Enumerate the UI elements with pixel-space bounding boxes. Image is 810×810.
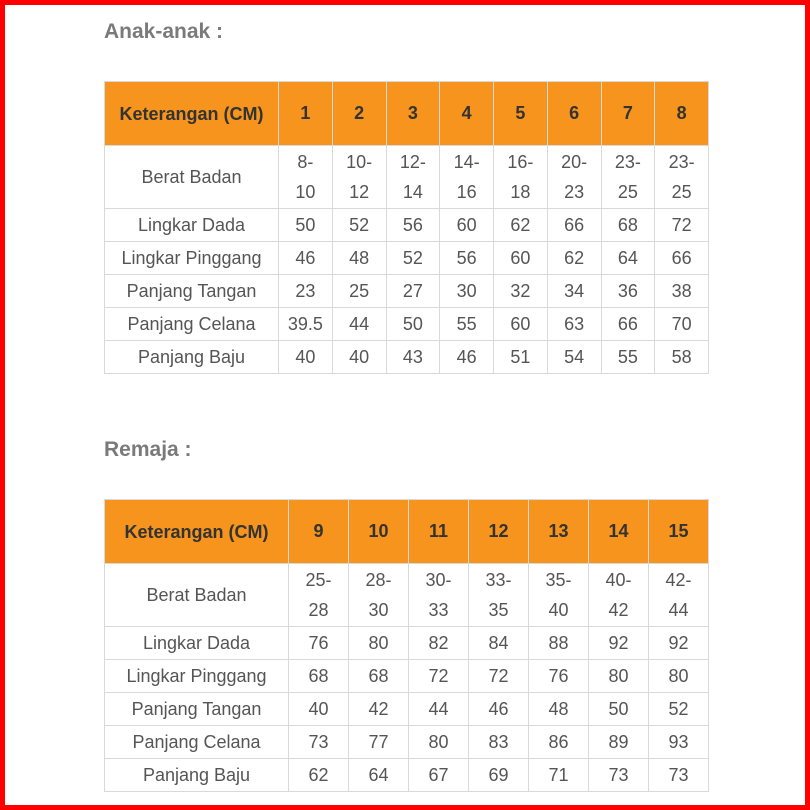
table-row xyxy=(105,275,709,308)
range-part: 33 xyxy=(428,600,449,620)
table-cell: 66 xyxy=(547,209,601,242)
range-part: 25- xyxy=(305,570,332,590)
table-cell: 68 xyxy=(349,660,409,693)
header-size: 4 xyxy=(440,82,494,146)
table-cell: 67 xyxy=(409,759,469,792)
range-part: 16- xyxy=(507,152,534,172)
table-cell: 46 xyxy=(469,693,529,726)
table-cell: 76 xyxy=(289,627,349,660)
table-cell xyxy=(601,146,655,209)
table-cell: 60 xyxy=(494,308,548,341)
range-part: 14 xyxy=(402,182,423,202)
range-part: 44 xyxy=(668,600,689,620)
row-label: Panjang Baju xyxy=(105,759,289,792)
table-cell: 73 xyxy=(589,759,649,792)
table-cell: 62 xyxy=(547,242,601,275)
header-keterangan: Keterangan (CM) xyxy=(105,500,289,564)
table-row xyxy=(105,242,709,275)
table-cell: 80 xyxy=(349,627,409,660)
table-cell: 30 xyxy=(440,275,494,308)
table-row xyxy=(105,308,709,341)
table-row xyxy=(105,564,709,627)
table-cell: 55 xyxy=(601,341,655,374)
row-label: Panjang Baju xyxy=(105,341,279,374)
header-size: 6 xyxy=(547,82,601,146)
header-size: 2 xyxy=(332,82,386,146)
header-size: 3 xyxy=(386,82,440,146)
table-cell: 68 xyxy=(289,660,349,693)
table-cell: 34 xyxy=(547,275,601,308)
table-cell: 56 xyxy=(440,242,494,275)
table-cell: 72 xyxy=(469,660,529,693)
range-part: 10 xyxy=(295,182,316,202)
range-part: 18 xyxy=(510,182,531,202)
row-label: Berat Badan xyxy=(105,564,289,627)
header-size: 12 xyxy=(469,500,529,564)
table-cell: 56 xyxy=(386,209,440,242)
table-cell: 80 xyxy=(409,726,469,759)
row-label: Lingkar Dada xyxy=(105,209,279,242)
table-cell: 92 xyxy=(649,627,709,660)
range-part: 40 xyxy=(548,600,569,620)
table-row xyxy=(105,341,709,374)
table-cell: 44 xyxy=(332,308,386,341)
table-cell: 64 xyxy=(349,759,409,792)
table-cell: 52 xyxy=(649,693,709,726)
table-cell xyxy=(649,564,709,627)
table-row xyxy=(105,660,709,693)
table-cell: 40 xyxy=(289,693,349,726)
table-cell: 82 xyxy=(409,627,469,660)
range-part: 8- xyxy=(297,152,314,172)
header-size: 11 xyxy=(409,500,469,564)
table-cell xyxy=(547,146,601,209)
range-part: 28- xyxy=(365,570,392,590)
table-cell: 38 xyxy=(655,275,709,308)
teens-size-table xyxy=(104,499,709,792)
header-size: 7 xyxy=(601,82,655,146)
range-part: 14- xyxy=(453,152,480,172)
header-size: 13 xyxy=(529,500,589,564)
table-cell: 60 xyxy=(440,209,494,242)
header-size: 14 xyxy=(589,500,649,564)
range-part: 25 xyxy=(617,182,638,202)
table-cell: 54 xyxy=(547,341,601,374)
table-cell: 84 xyxy=(469,627,529,660)
table-cell: 62 xyxy=(289,759,349,792)
header-size: 10 xyxy=(349,500,409,564)
table-cell: 73 xyxy=(289,726,349,759)
children-section-title: Anak-anak : xyxy=(104,20,224,43)
table-row xyxy=(105,146,709,209)
table-cell: 86 xyxy=(529,726,589,759)
table-cell: 40 xyxy=(332,341,386,374)
table-cell: 44 xyxy=(409,693,469,726)
range-part: 12- xyxy=(399,152,426,172)
row-label: Berat Badan xyxy=(105,146,279,209)
table-cell xyxy=(494,146,548,209)
table-cell: 23 xyxy=(279,275,333,308)
table-cell: 64 xyxy=(601,242,655,275)
table-cell xyxy=(440,146,494,209)
table-row xyxy=(105,693,709,726)
table-row xyxy=(105,759,709,792)
range-part: 33- xyxy=(485,570,512,590)
table-cell: 52 xyxy=(386,242,440,275)
table-cell: 76 xyxy=(529,660,589,693)
table-cell: 77 xyxy=(349,726,409,759)
range-part: 23 xyxy=(564,182,585,202)
table-cell: 70 xyxy=(655,308,709,341)
table-cell xyxy=(386,146,440,209)
range-part: 25 xyxy=(671,182,692,202)
table-cell: 89 xyxy=(589,726,649,759)
table-cell: 80 xyxy=(589,660,649,693)
teens-section-title: Remaja : xyxy=(104,438,192,461)
table-cell: 43 xyxy=(386,341,440,374)
table-cell xyxy=(349,564,409,627)
table-cell: 69 xyxy=(469,759,529,792)
range-part: 35- xyxy=(545,570,572,590)
table-cell: 46 xyxy=(440,341,494,374)
table-cell: 68 xyxy=(601,209,655,242)
range-part: 28 xyxy=(308,600,329,620)
range-part: 35 xyxy=(488,600,509,620)
table-cell: 50 xyxy=(589,693,649,726)
row-label: Lingkar Dada xyxy=(105,627,289,660)
table-cell: 32 xyxy=(494,275,548,308)
table-cell: 72 xyxy=(409,660,469,693)
table-cell: 72 xyxy=(655,209,709,242)
table-cell: 73 xyxy=(649,759,709,792)
header-size: 15 xyxy=(649,500,709,564)
header-size: 5 xyxy=(494,82,548,146)
table-cell: 93 xyxy=(649,726,709,759)
range-part: 30 xyxy=(368,600,389,620)
table-cell: 48 xyxy=(332,242,386,275)
children-size-table xyxy=(104,81,709,374)
table-cell xyxy=(279,146,333,209)
range-part: 10- xyxy=(346,152,373,172)
table-cell xyxy=(529,564,589,627)
table-cell: 50 xyxy=(279,209,333,242)
range-part: 23- xyxy=(614,152,641,172)
range-part: 23- xyxy=(668,152,695,172)
header-size: 9 xyxy=(289,500,349,564)
table-cell xyxy=(289,564,349,627)
row-label: Panjang Celana xyxy=(105,726,289,759)
table-cell: 52 xyxy=(332,209,386,242)
table-cell xyxy=(589,564,649,627)
row-label: Panjang Tangan xyxy=(105,693,289,726)
table-cell xyxy=(409,564,469,627)
table-cell: 42 xyxy=(349,693,409,726)
table-row xyxy=(105,726,709,759)
table-cell: 25 xyxy=(332,275,386,308)
table-cell: 66 xyxy=(601,308,655,341)
range-part: 30- xyxy=(425,570,452,590)
table-cell: 55 xyxy=(440,308,494,341)
header-keterangan: Keterangan (CM) xyxy=(105,82,279,146)
table-cell: 39.5 xyxy=(279,308,333,341)
table-cell: 71 xyxy=(529,759,589,792)
header-size: 8 xyxy=(655,82,709,146)
range-part: 42 xyxy=(608,600,629,620)
range-part: 12 xyxy=(349,182,370,202)
table-cell: 27 xyxy=(386,275,440,308)
table-cell: 83 xyxy=(469,726,529,759)
table-cell: 88 xyxy=(529,627,589,660)
table-cell: 62 xyxy=(494,209,548,242)
table-cell: 60 xyxy=(494,242,548,275)
table-cell: 92 xyxy=(589,627,649,660)
table-cell xyxy=(655,146,709,209)
row-label: Panjang Celana xyxy=(105,308,279,341)
header-size: 1 xyxy=(279,82,333,146)
range-part: 42- xyxy=(665,570,692,590)
table-cell: 58 xyxy=(655,341,709,374)
table-cell: 66 xyxy=(655,242,709,275)
table-cell: 40 xyxy=(279,341,333,374)
table-cell: 36 xyxy=(601,275,655,308)
table-cell xyxy=(332,146,386,209)
range-part: 40- xyxy=(605,570,632,590)
table-cell: 46 xyxy=(279,242,333,275)
row-label: Lingkar Pinggang xyxy=(105,660,289,693)
table-cell: 51 xyxy=(494,341,548,374)
table-cell: 80 xyxy=(649,660,709,693)
range-part: 16 xyxy=(456,182,477,202)
table-cell: 48 xyxy=(529,693,589,726)
range-part: 20- xyxy=(561,152,588,172)
table-cell: 63 xyxy=(547,308,601,341)
table-row xyxy=(105,209,709,242)
row-label: Panjang Tangan xyxy=(105,275,279,308)
table-row xyxy=(105,627,709,660)
row-label: Lingkar Pinggang xyxy=(105,242,279,275)
table-cell: 50 xyxy=(386,308,440,341)
table-cell xyxy=(469,564,529,627)
